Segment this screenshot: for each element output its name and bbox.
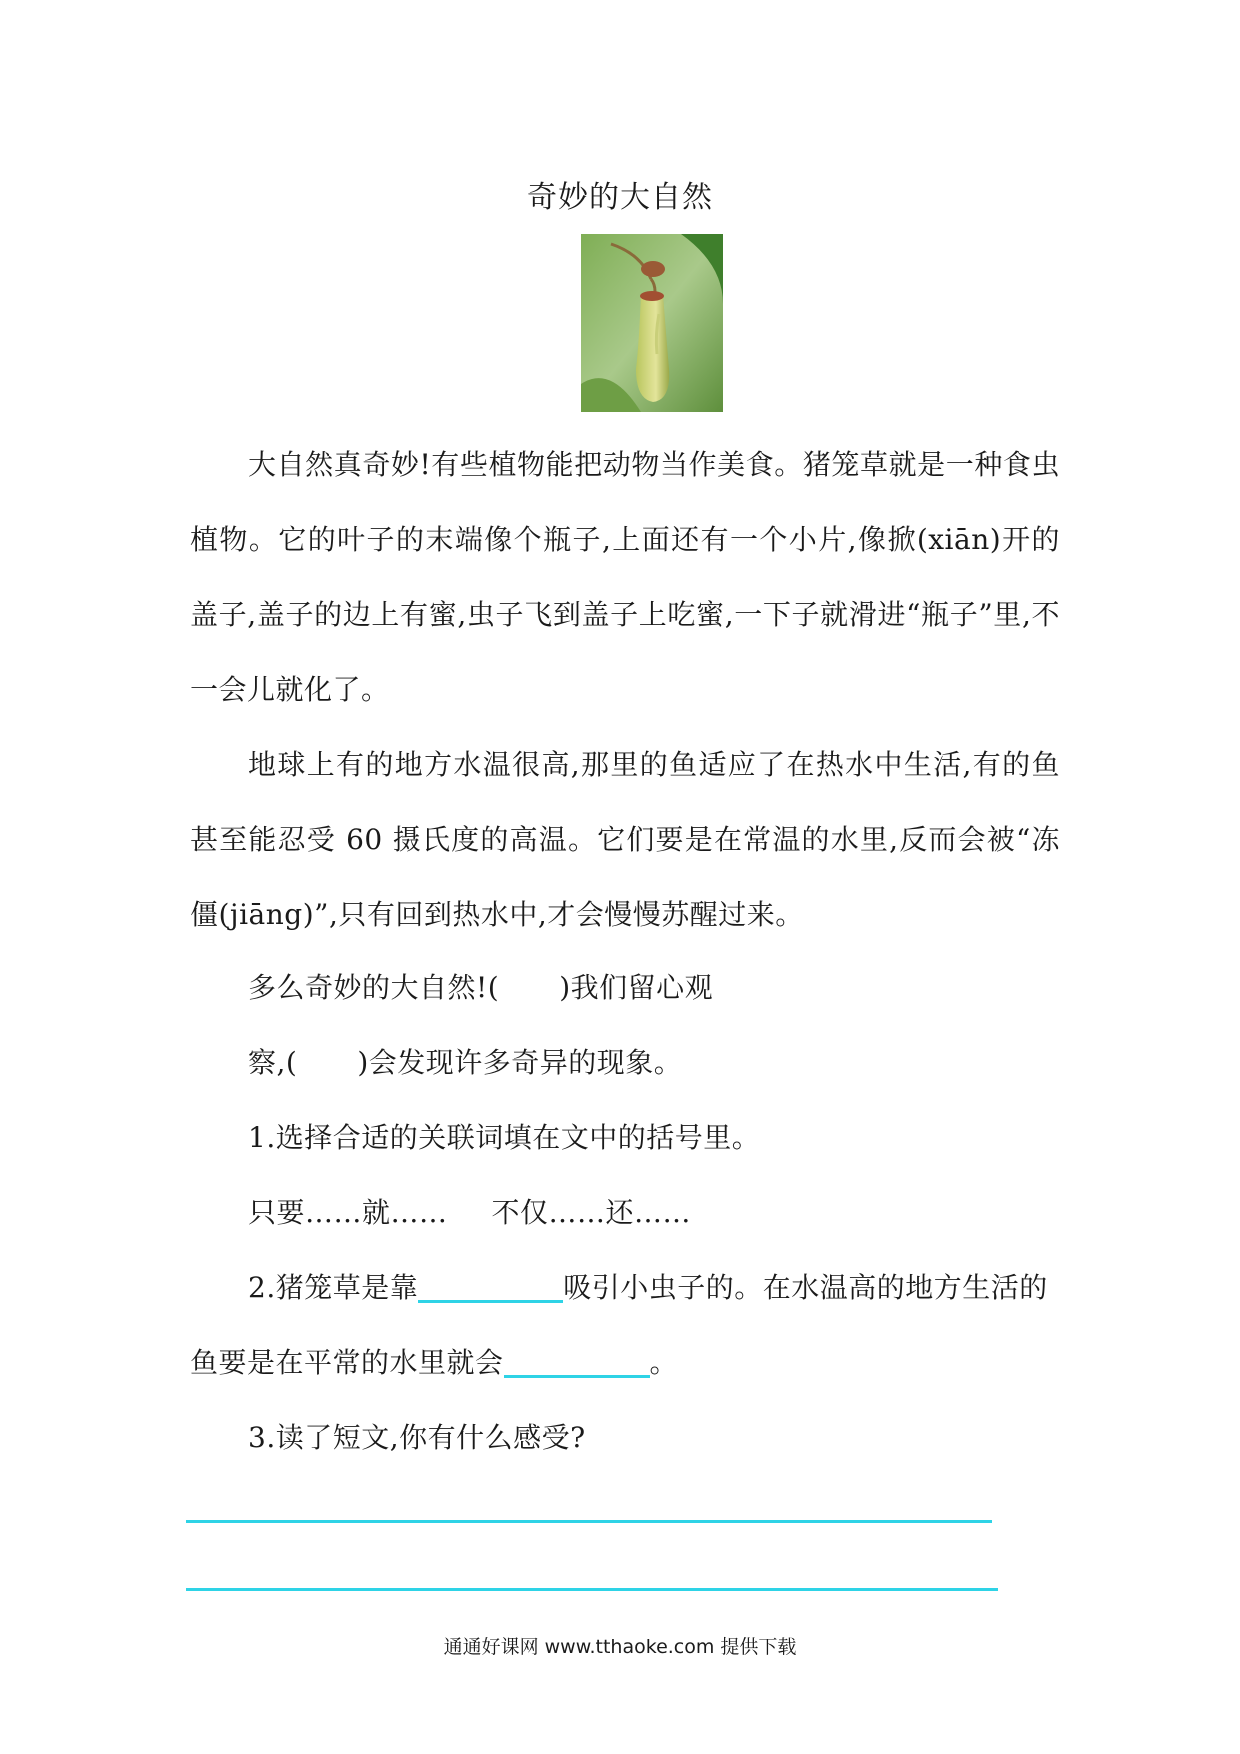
answer-blank-1[interactable] [418, 1270, 563, 1303]
paragraph-3-line-1 [248, 968, 713, 1008]
paragraph-2: 地球上有的地方水温很高,那里的鱼适应了在热水中生活,有的鱼甚至能忍受 60 摄氏度的高温。它们要是在常温的水里,反而会被“冻僵(jiāng)”,只有回到热水中,才会慢慢苏醒过来。 [190, 748, 1060, 931]
p3-text-b: )我们留心观 [559, 971, 714, 1004]
p3-text-d: )会发现许多奇异的现象。 [357, 1046, 683, 1079]
q2-text-b: 吸引小虫子的。在水温高的地方生活的 [563, 1271, 1048, 1304]
q2-text-d: 。 [649, 1346, 679, 1379]
paragraph-3-line-2 [248, 1043, 682, 1083]
question-2-line-1 [248, 1268, 1048, 1308]
nepenthes-photo [581, 234, 723, 412]
question-3: 3.读了短文,你有什么感受? [248, 1421, 586, 1454]
q2-text-c: 鱼要是在平常的水里就会 [190, 1346, 504, 1379]
p3-text-c: 察,( [248, 1046, 298, 1079]
paragraph-1: 大自然真奇妙!有些植物能把动物当作美食。猪笼草就是一种食虫植物。它的叶子的末端像个瓶子,上面还有一个小片,像掀(xiān)开的盖子,盖子的边上有蜜,虫子飞到盖子上吃蜜,一下子就滑进“瓶子”里,不一会儿就化了。 [190, 448, 1060, 706]
option-1: 只要……就…… [248, 1196, 448, 1229]
question-1: 1.选择合适的关联词填在文中的括号里。 [248, 1121, 761, 1154]
footer-text: 通通好课网 www.tthaoke.com 提供下载 [443, 1636, 797, 1658]
q2-text-a: 2.猪笼草是靠 [248, 1271, 419, 1304]
p3-text-a: 多么奇妙的大自然!( [248, 971, 500, 1004]
answer-blank-2[interactable] [504, 1345, 650, 1378]
answer-line-2[interactable] [186, 1588, 998, 1591]
passage-title: 奇妙的大自然 [527, 180, 713, 215]
option-2: 不仅……还…… [491, 1196, 692, 1229]
question-2-line-2 [190, 1343, 678, 1383]
answer-line-1[interactable] [186, 1520, 992, 1523]
options-row [248, 1193, 691, 1233]
